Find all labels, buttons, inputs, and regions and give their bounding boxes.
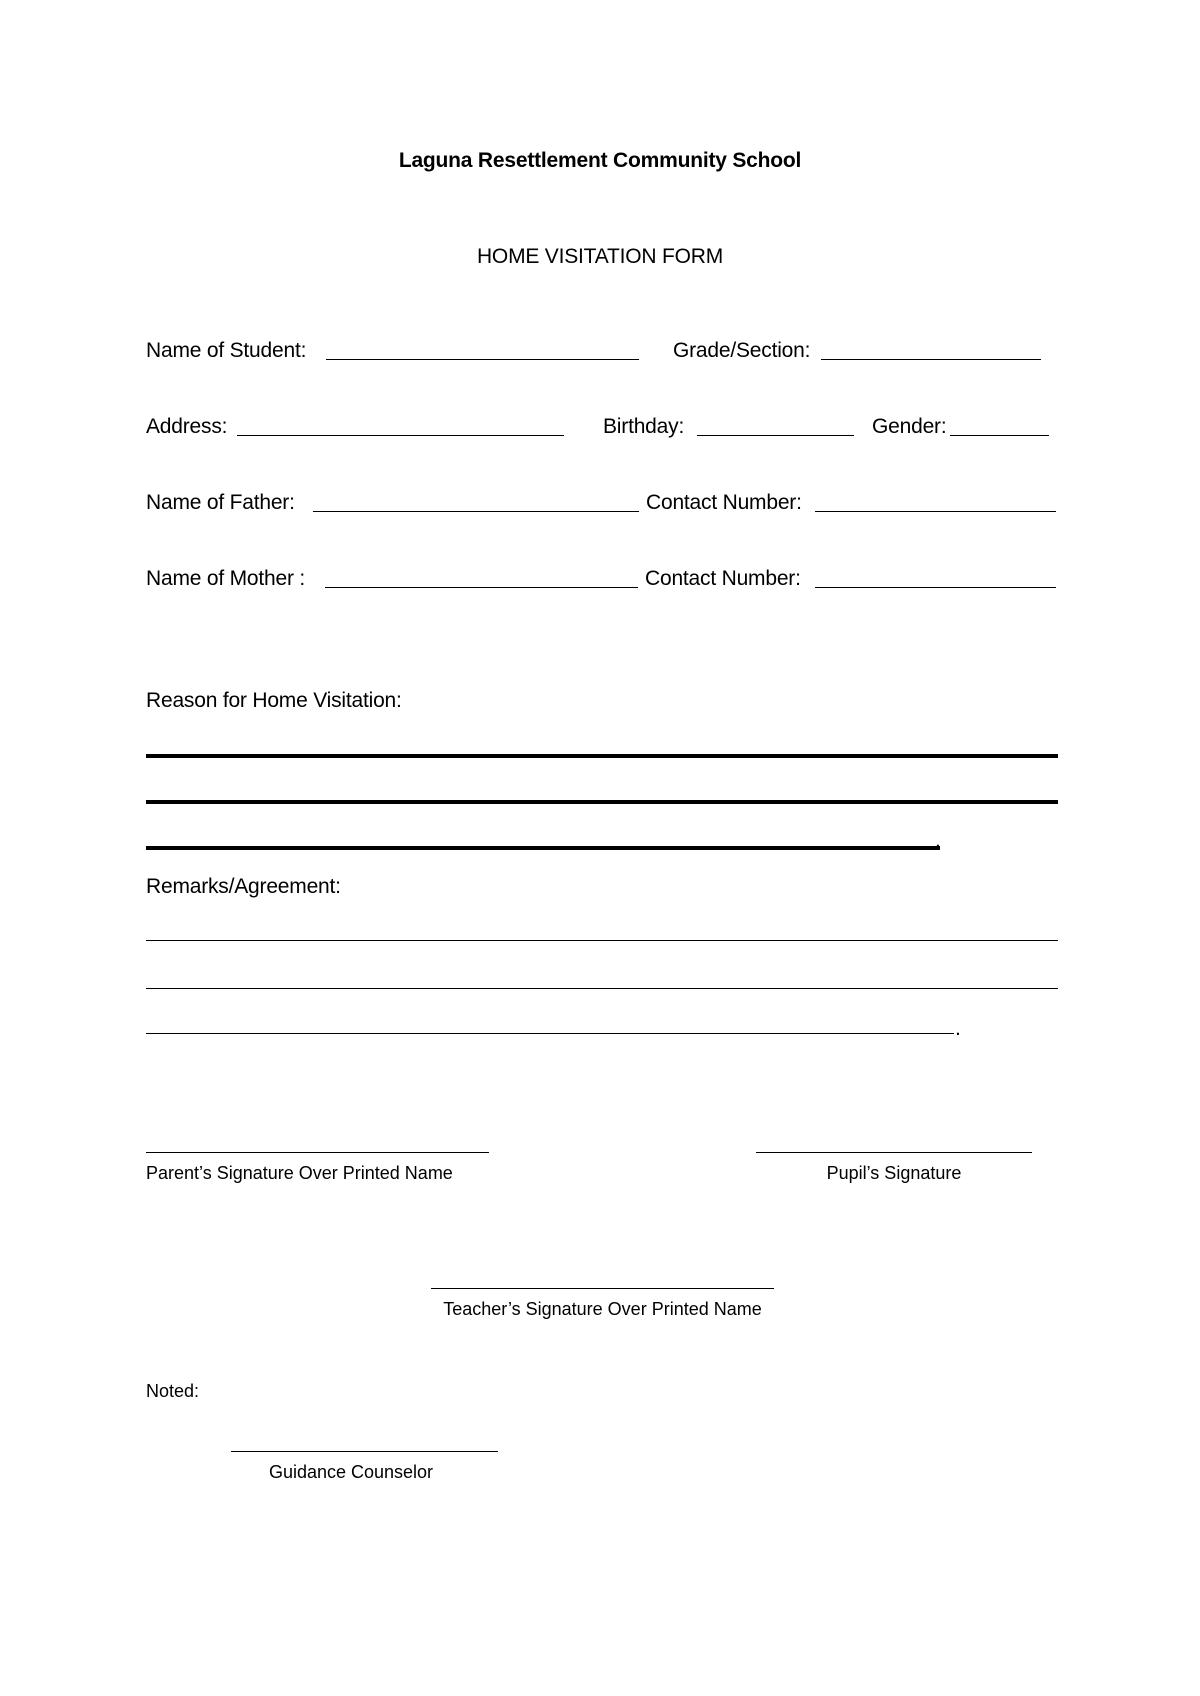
school-name: Laguna Resettlement Community School [398, 149, 802, 172]
remarks-line-2[interactable] [146, 988, 1058, 989]
gender-field[interactable] [950, 435, 1049, 436]
reason-label: Reason for Home Visitation: [146, 689, 402, 712]
reason-line-2[interactable] [146, 800, 1058, 804]
mother-name-field[interactable] [325, 587, 638, 588]
guidance-signature-line[interactable] [231, 1451, 498, 1452]
father-contact-label: Contact Number: [646, 491, 802, 514]
mother-name-label: Name of Mother : [146, 567, 306, 590]
father-name-label: Name of Father: [146, 491, 295, 514]
pupil-signature-label: Pupil’s Signature [826, 1163, 962, 1183]
birthday-label: Birthday: [603, 415, 685, 438]
address-label: Address: [146, 415, 228, 438]
noted-label: Noted: [146, 1381, 200, 1401]
mother-contact-label: Contact Number: [645, 567, 801, 590]
grade-section-label: Grade/Section: [673, 339, 811, 362]
teacher-signature-line[interactable] [431, 1288, 774, 1289]
reason-line-3[interactable] [146, 846, 940, 850]
form-title: HOME VISITATION FORM [476, 245, 724, 268]
student-name-field[interactable] [326, 359, 639, 360]
pupil-signature-line[interactable] [756, 1152, 1032, 1153]
remarks-label: Remarks/Agreement: [146, 875, 341, 898]
teacher-signature-label: Teacher’s Signature Over Printed Name [443, 1299, 762, 1319]
address-field[interactable] [237, 435, 564, 436]
guidance-counselor-label: Guidance Counselor [268, 1462, 434, 1482]
grade-section-field[interactable] [821, 359, 1041, 360]
birthday-field[interactable] [697, 435, 854, 436]
father-contact-field[interactable] [815, 511, 1056, 512]
parent-signature-line[interactable] [146, 1152, 489, 1153]
mother-contact-field[interactable] [815, 587, 1056, 588]
remarks-line-3[interactable] [146, 1033, 954, 1034]
student-name-label: Name of Student: [146, 339, 307, 362]
reason-line-1[interactable] [146, 754, 1058, 758]
remarks-period: . [955, 1017, 961, 1040]
parent-signature-label: Parent’s Signature Over Printed Name [146, 1163, 453, 1183]
remarks-line-1[interactable] [146, 940, 1058, 941]
father-name-field[interactable] [313, 511, 639, 512]
reason-period: . [935, 829, 941, 852]
gender-label: Gender: [872, 415, 947, 438]
